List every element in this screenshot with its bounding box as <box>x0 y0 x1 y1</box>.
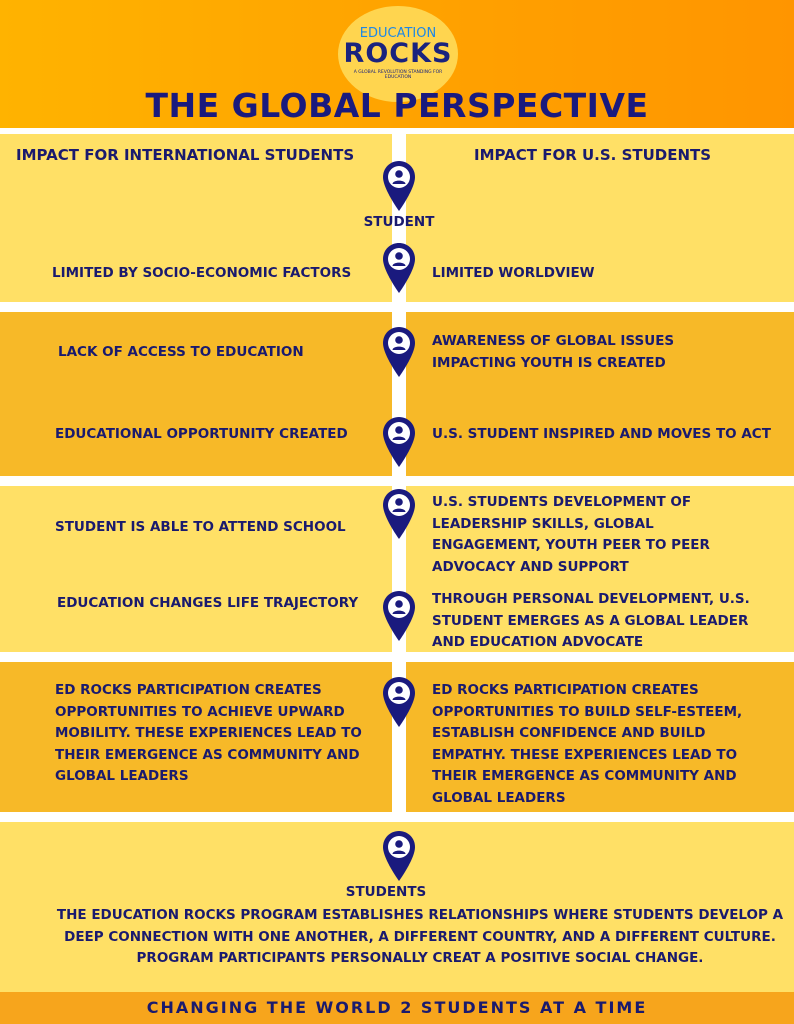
international-impact-text: EDUCATION CHANGES LIFE TRAJECTORY <box>57 595 359 611</box>
international-impact-text: STUDENT IS ABLE TO ATTEND SCHOOL <box>55 519 346 535</box>
location-pin-icon <box>382 590 416 642</box>
location-pin-icon <box>382 160 416 212</box>
location-pin-icon <box>382 488 416 540</box>
location-pin-icon <box>382 326 416 378</box>
location-pin-icon <box>382 830 416 882</box>
international-impact-text: ED ROCKS PARTICIPATION CREATES OPPORTUNITIES TO ACHIEVE UPWARD MOBILITY. THESE EXPERIENCES LEAD TO THEIR EMERGENCE AS COMMUNITY AND GLOBAL LEADERS <box>55 682 362 784</box>
column-header-us: IMPACT FOR U.S. STUDENTS <box>474 146 712 164</box>
us-impact-text: AWARENESS OF GLOBAL ISSUES IMPACTING YOUTH IS CREATED <box>432 333 675 371</box>
page-title: THE GLOBAL PERSPECTIVE <box>145 86 649 125</box>
logo-tagline: A GLOBAL REVOLUTION STANDING FOR EDUCATION <box>353 70 443 80</box>
international-impact-text: EDUCATIONAL OPPORTUNITY CREATED <box>55 426 348 442</box>
footer-slogan: CHANGING THE WORLD 2 STUDENTS AT A TIME <box>146 998 648 1017</box>
logo-education-text: EDUCATION <box>359 26 437 41</box>
international-impact-text: LIMITED BY SOCIO-ECONOMIC FACTORS <box>52 265 352 281</box>
location-pin-icon <box>382 676 416 728</box>
student-label: STUDENT <box>363 214 435 230</box>
students-label: STUDENTS <box>345 884 427 900</box>
us-impact-text: LIMITED WORLDVIEW <box>432 265 595 281</box>
logo-rocks-text: ROCKS <box>343 38 453 69</box>
location-pin-icon <box>382 242 416 294</box>
location-pin-icon <box>382 416 416 468</box>
us-impact-text: U.S. STUDENT INSPIRED AND MOVES TO ACT <box>432 426 771 442</box>
program-summary: THE EDUCATION ROCKS PROGRAM ESTABLISHES RELATIONSHIPS WHERE STUDENTS DEVELOP A DEEP CONNECTION WITH ONE ANOTHER, A DIFFERENT COUNTRY, AND A DIFFERENT CULTURE. PROGRAM PARTICIPANTS PERSONALLY CREAT A POSITIVE SOCIAL CHANGE. <box>56 907 784 966</box>
us-impact-text: ED ROCKS PARTICIPATION CREATES OPPORTUNITIES TO BUILD SELF-ESTEEM, ESTABLISH CONFIDENCE AND BUILD EMPATHY. THESE EXPERIENCES LEAD TO THEIR EMERGENCE AS COMMUNITY AND GLOBAL LEADERS <box>432 682 743 806</box>
us-impact-text: U.S. STUDENTS DEVELOPMENT OF LEADERSHIP SKILLS, GLOBAL ENGAGEMENT, YOUTH PEER TO PEER ADVOCACY AND SUPPORT <box>432 494 710 575</box>
us-impact-text: THROUGH PERSONAL DEVELOPMENT, U.S. STUDENT EMERGES AS A GLOBAL LEADER AND EDUCATION ADVOCATE <box>432 591 750 650</box>
column-header-international: IMPACT FOR INTERNATIONAL STUDENTS <box>16 146 355 164</box>
international-impact-text: LACK OF ACCESS TO EDUCATION <box>58 344 304 360</box>
